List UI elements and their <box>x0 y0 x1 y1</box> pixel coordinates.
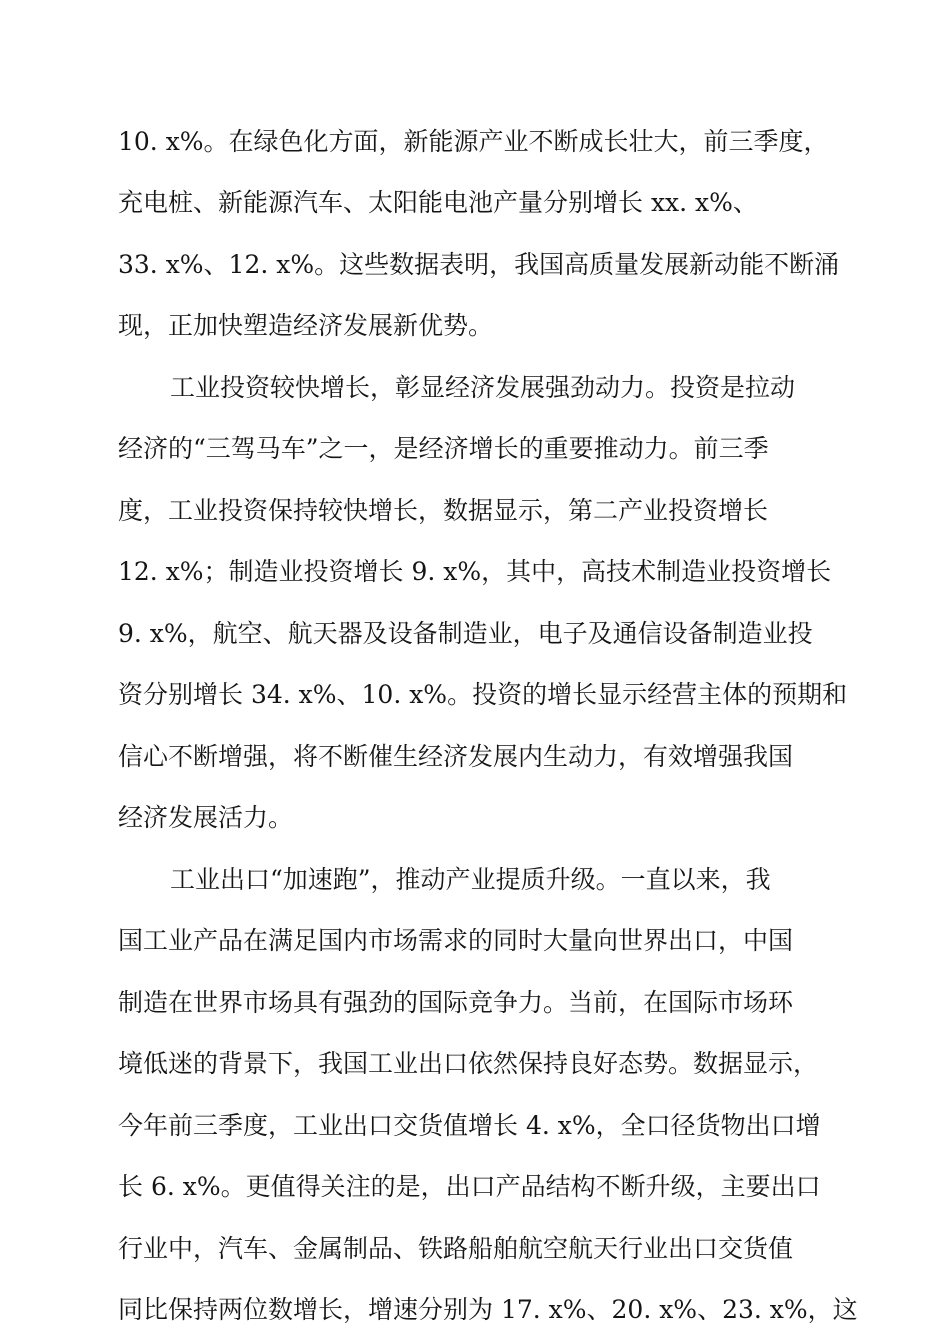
text-line: 经济发展活力。 <box>118 803 294 832</box>
text-line: 经济的“三驾马车”之一，是经济增长的重要推动力。前三季 <box>118 434 769 463</box>
text-line: 国工业产品在满足国内市场需求的同时大量向世界出口，中国 <box>118 926 794 955</box>
text-line: 9. x%，航空、航天器及设备制造业，电子及通信设备制造业投 <box>118 619 813 648</box>
text-line: 今年前三季度，工业出口交货值增长 4. x%，全口径货物出口增 <box>118 1111 821 1140</box>
text-line: 度，工业投资保持较快增长，数据显示，第二产业投资增长 <box>118 496 769 525</box>
paragraph-first-line: 工业出口“加速跑”，推动产业提质升级。一直以来，我 <box>170 865 771 894</box>
text-line: 行业中，汽车、金属制品、铁路船舶航空航天行业出口交货值 <box>118 1234 794 1263</box>
text-line: 10. x%。在绿色化方面，新能源产业不断成长壮大，前三季度， <box>118 127 829 156</box>
text-line: 现，正加快塑造经济发展新优势。 <box>118 311 494 340</box>
text-line: 信心不断增强，将不断催生经济发展内生动力，有效增强我国 <box>118 742 794 771</box>
text-line: 资分别增长 34. x%、10. x%。投资的增长显示经营主体的预期和 <box>118 680 848 709</box>
text-line: 制造在世界市场具有强劲的国际竞争力。当前，在国际市场环 <box>118 988 794 1017</box>
text-line: 充电桩、新能源汽车、太阳能电池产量分别增长 xx. x%、 <box>118 188 758 217</box>
text-line: 境低迷的背景下，我国工业出口依然保持良好态势。数据显示， <box>118 1049 819 1078</box>
text-line: 33. x%、12. x%。这些数据表明，我国高质量发展新动能不断涌 <box>118 250 840 279</box>
text-line: 12. x%；制造业投资增长 9. x%，其中，高技术制造业投资增长 <box>118 557 832 586</box>
text-line: 长 6. x%。更值得关注的是，出口产品结构不断升级，主要出口 <box>118 1172 821 1201</box>
text-line: 同比保持两位数增长，增速分别为 17. x%、20. x%、23. x%，这 <box>118 1295 858 1324</box>
paragraph-first-line: 工业投资较快增长，彰显经济发展强劲动力。投资是拉动 <box>170 373 796 402</box>
